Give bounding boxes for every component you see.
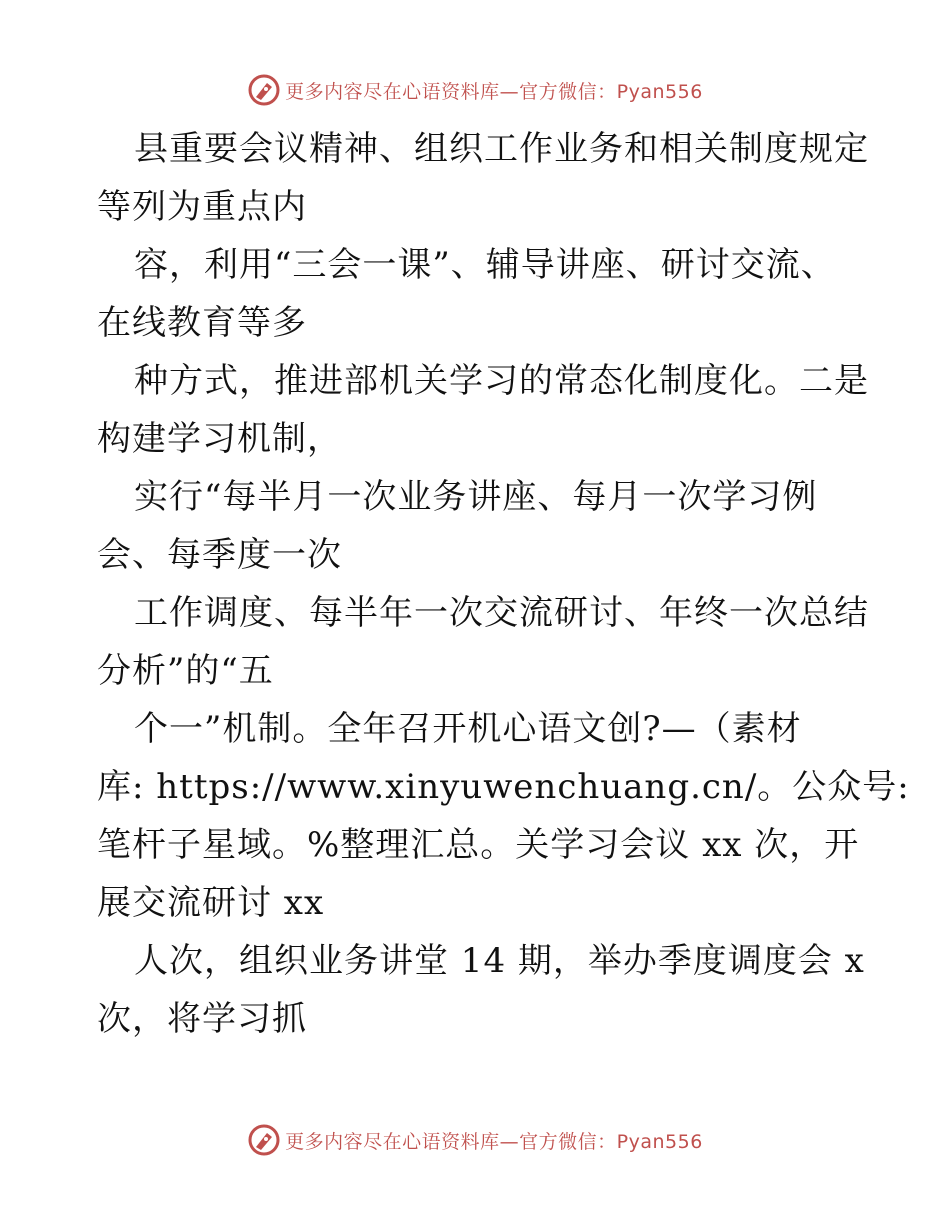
text-line: 实行“每半月一次业务讲座、每月一次学习例: [134, 477, 818, 517]
text-line: 笔杆子星域。%整理汇总。关学习会议 xx 次，开: [97, 825, 860, 865]
text-line: 展交流研讨 xx: [97, 883, 325, 923]
pen-nib-seal-icon: [247, 1123, 281, 1157]
text-line: 种方式，推进部机关学习的常态化制度化。二是: [134, 361, 869, 401]
pen-nib-seal-icon: [247, 73, 281, 107]
text-line: 县重要会议精神、组织工作业务和相关制度规定: [134, 129, 869, 169]
text-line: 次，将学习抓: [97, 999, 307, 1039]
text-line: 库: https://www.xinyuwenchuang.cn/。公众号:: [97, 767, 910, 807]
footer-banner: [0, 1120, 950, 1160]
text-line: 在线教育等多: [97, 303, 307, 343]
text-line: 会、每季度一次: [97, 535, 342, 575]
text-line: 容，利用“三会一课”、辅导讲座、研讨交流、: [134, 245, 836, 285]
text-line: 构建学习机制，: [97, 419, 342, 459]
text-line: 工作调度、每半年一次交流研讨、年终一次总结: [134, 593, 869, 633]
header-banner: [0, 70, 950, 110]
text-line: 人次，组织业务讲堂 14 期，举办季度调度会 x: [134, 941, 865, 981]
header-banner-text: 更多内容尽在心语资料库—官方微信：Pyan556: [285, 80, 703, 103]
text-line: 个一”机制。全年召开机心语文创?—（素材: [134, 709, 802, 749]
text-line: 分析”的“五: [97, 651, 274, 691]
document-body: [97, 120, 910, 1048]
text-line: 等列为重点内: [97, 187, 307, 227]
footer-banner-text: 更多内容尽在心语资料库—官方微信：Pyan556: [285, 1130, 703, 1153]
